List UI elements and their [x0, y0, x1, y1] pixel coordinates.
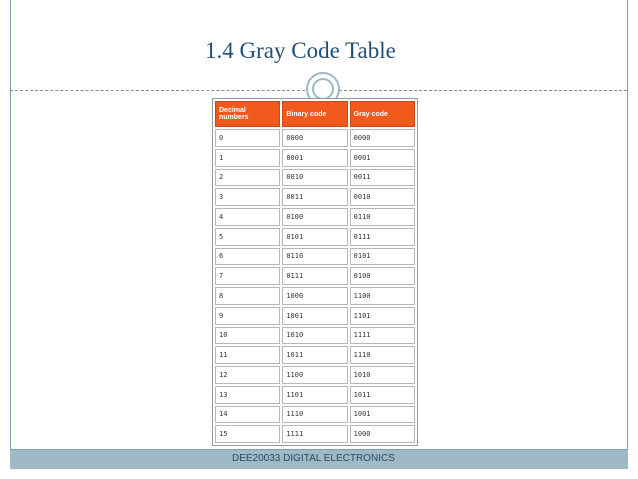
table-row [215, 169, 415, 187]
table-row [215, 386, 415, 404]
table-row [215, 366, 415, 384]
binary-cell: 1011 [282, 346, 347, 364]
gray-cell: 1011 [350, 386, 415, 404]
table-row [215, 406, 415, 424]
footer-text: DEE20033 DIGITAL ELECTRONICS [232, 453, 395, 464]
decimal-cell: 11 [215, 346, 280, 364]
decimal-cell: 3 [215, 188, 280, 206]
table-row [215, 425, 415, 443]
binary-cell: 1111 [282, 425, 347, 443]
gray-cell: 0001 [350, 149, 415, 167]
binary-cell: 0100 [282, 208, 347, 226]
decimal-cell: 13 [215, 386, 280, 404]
slide-frame-left [10, 0, 11, 468]
table-row [215, 208, 415, 226]
gray-cell: 1001 [350, 406, 415, 424]
decimal-cell: 2 [215, 169, 280, 187]
circle-ornament-inner [312, 78, 334, 100]
gray-cell: 0101 [350, 248, 415, 266]
decimal-cell: 4 [215, 208, 280, 226]
binary-cell: 0011 [282, 188, 347, 206]
gray-cell: 1000 [350, 425, 415, 443]
decimal-cell: 12 [215, 366, 280, 384]
table-header-row [215, 101, 415, 127]
gray-cell: 0010 [350, 188, 415, 206]
binary-cell: 0101 [282, 228, 347, 246]
table-row [215, 129, 415, 147]
decimal-cell: 0 [215, 129, 280, 147]
decimal-cell: 10 [215, 327, 280, 345]
gray-code-table [212, 98, 418, 446]
decimal-cell: 9 [215, 307, 280, 325]
decimal-cell: 8 [215, 287, 280, 305]
decimal-cell: 6 [215, 248, 280, 266]
binary-cell: 1000 [282, 287, 347, 305]
title-divider-right [334, 90, 627, 91]
table-row [215, 248, 415, 266]
table-row [215, 228, 415, 246]
gray-cell: 0111 [350, 228, 415, 246]
binary-cell: 0111 [282, 267, 347, 285]
table-row [215, 267, 415, 285]
binary-cell: 1110 [282, 406, 347, 424]
table-row [215, 188, 415, 206]
table-row [215, 307, 415, 325]
table-row [215, 287, 415, 305]
binary-cell: 0001 [282, 149, 347, 167]
gray-cell: 1100 [350, 287, 415, 305]
gray-cell: 0110 [350, 208, 415, 226]
slide-title: 1.4 Gray Code Table [205, 38, 396, 63]
gray-cell: 0100 [350, 267, 415, 285]
footer-bar [10, 449, 628, 469]
gray-cell: 1110 [350, 346, 415, 364]
binary-cell: 1001 [282, 307, 347, 325]
decimal-cell: 5 [215, 228, 280, 246]
binary-cell: 0010 [282, 169, 347, 187]
gray-cell: 0000 [350, 129, 415, 147]
gray-cell: 1010 [350, 366, 415, 384]
binary-cell: 0110 [282, 248, 347, 266]
binary-cell: 1010 [282, 327, 347, 345]
gray-cell: 1111 [350, 327, 415, 345]
binary-cell: 1100 [282, 366, 347, 384]
decimal-cell: 7 [215, 267, 280, 285]
binary-cell: 1101 [282, 386, 347, 404]
table-body [215, 129, 415, 443]
decimal-cell: 15 [215, 425, 280, 443]
title-divider-left [10, 90, 310, 91]
header-gray-code: Gray code [350, 101, 415, 127]
binary-cell: 0000 [282, 129, 347, 147]
table-row [215, 327, 415, 345]
table-row [215, 346, 415, 364]
gray-cell: 0011 [350, 169, 415, 187]
slide-frame-right [627, 0, 628, 468]
gray-cell: 1101 [350, 307, 415, 325]
header-decimal-numbers: Decimal numbers [215, 101, 280, 127]
decimal-cell: 1 [215, 149, 280, 167]
header-binary-code: Binary code [282, 101, 347, 127]
decimal-cell: 14 [215, 406, 280, 424]
table-row [215, 149, 415, 167]
